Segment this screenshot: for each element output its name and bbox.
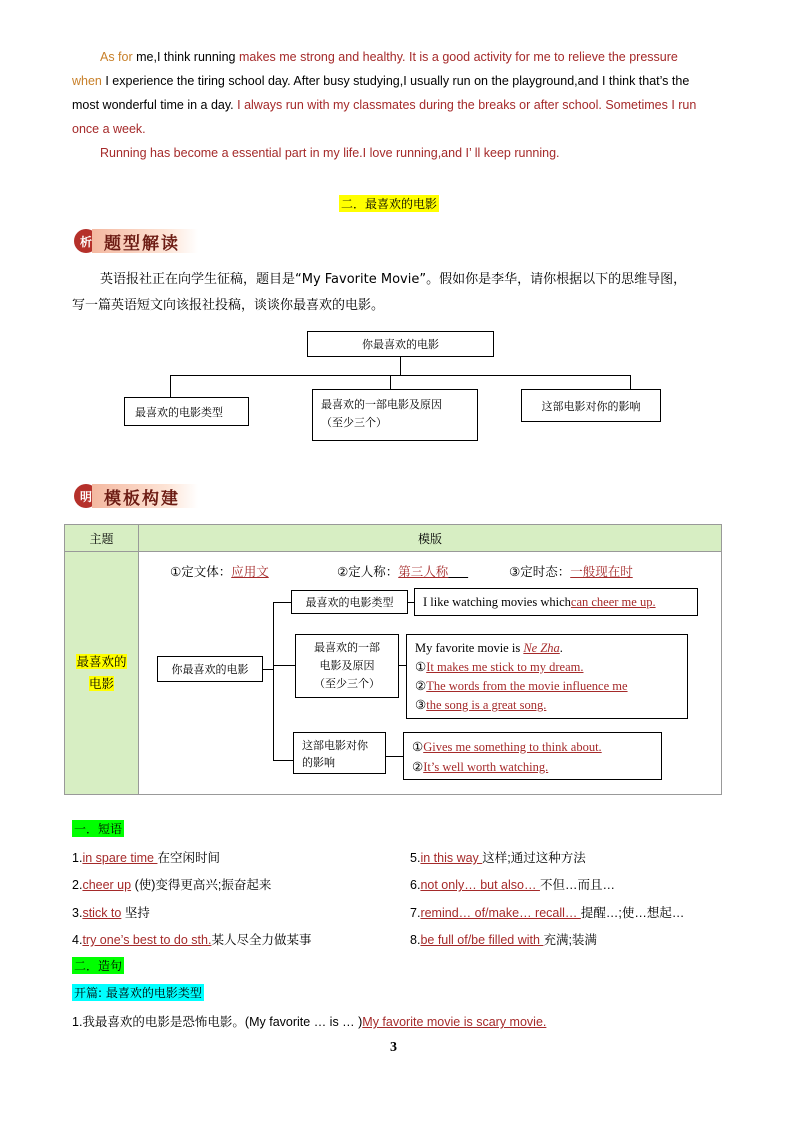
essay-span: As for bbox=[100, 50, 133, 64]
sentence-1: 1.我最喜欢的电影是恐怖电影。(My favorite … is … )My favorite movie is scary movie. bbox=[72, 1015, 547, 1029]
essay-span: once a week. bbox=[72, 122, 146, 136]
essay-span: makes me strong and healthy. bbox=[238, 50, 406, 64]
essay-line-2 bbox=[72, 74, 689, 88]
essay-line-1 bbox=[100, 50, 678, 64]
badge-template bbox=[74, 482, 198, 510]
essay-line-3 bbox=[72, 98, 696, 112]
badge-circle-icon: 析 bbox=[74, 229, 98, 253]
page-number: 3 bbox=[390, 1040, 397, 1055]
phrase-7: 7.remind… of/make… recall… 提醒…;使…想起… bbox=[410, 906, 685, 920]
mindmap-branch-genre: 最喜欢的电影类型 bbox=[124, 397, 249, 426]
phrase-5: 5.in this way 这样;通过这种方法 bbox=[410, 851, 586, 865]
tpl-node-influence-l2: 的影响 bbox=[302, 756, 335, 769]
mindmap-branch-movie-l1: 最喜欢的一部电影及原因 bbox=[321, 398, 442, 411]
phrase-3: 3.stick to 坚持 bbox=[72, 906, 150, 920]
opening-title: 开篇: 最喜欢的电影类型 bbox=[74, 986, 202, 1000]
mindmap-root: 你最喜欢的电影 bbox=[307, 331, 494, 357]
phrase-8: 8.be full of/be filled with 充满;装满 bbox=[410, 933, 597, 947]
tpl-node-movie-l1: 最喜欢的一部 bbox=[314, 641, 380, 654]
essay-span: me,I think running bbox=[132, 50, 239, 64]
tpl-answer-movie: My favorite movie is Ne Zha. ①It makes me stick to my dream. ②The words from the movie influence me ③the song is a great song. bbox=[406, 634, 688, 719]
table-header-topic: 主题 bbox=[65, 525, 139, 552]
section-title: 二．最喜欢的电影 bbox=[341, 197, 438, 211]
tpl-node-movie-l2: 电影及原因 bbox=[319, 659, 375, 672]
table-header-template: 模版 bbox=[139, 525, 722, 552]
badge-analysis bbox=[74, 227, 198, 255]
essay-line-4 bbox=[72, 122, 146, 136]
mindmap-branch-movie bbox=[312, 389, 478, 441]
phrases-title: 一．短语 bbox=[74, 822, 123, 836]
tpl-node-movie-l3: （至少三个） bbox=[314, 677, 380, 690]
phrase-2: 2.cheer up (使)变得更高兴;振奋起来 bbox=[72, 878, 272, 892]
style-setting: ①定文体：应用文 bbox=[170, 564, 269, 579]
essay-line-5 bbox=[100, 146, 560, 160]
essay-span: It is a good activity for me to relieve the pressure bbox=[405, 50, 678, 64]
essay-span: I always run with my classmates during the breaks or after school. Sometimes I run bbox=[233, 98, 697, 112]
tpl-node-genre: 最喜欢的电影类型 bbox=[291, 590, 408, 614]
prompt-line-2: 写一篇英语短文向该报社投稿，谈谈你最喜欢的电影。 bbox=[72, 298, 385, 313]
badge-label: 模板构建 bbox=[92, 484, 198, 508]
person-setting: ②定人称：第三人称 bbox=[337, 564, 449, 579]
prompt-line-1: 英语报社正在向学生征稿，题目是“My Favorite Movie”。假如你是李华，请你根据以下的思维导图， bbox=[100, 272, 687, 287]
topic-line-2: 电影 bbox=[88, 676, 114, 691]
badge-circle-icon: 明 bbox=[74, 484, 98, 508]
mindmap-branch-influence: 这部电影对你的影响 bbox=[521, 389, 661, 422]
tpl-node-influence-l1: 这部电影对你 bbox=[302, 739, 368, 752]
tpl-root: 你最喜欢的电影 bbox=[157, 656, 263, 682]
essay-span: Running has become a essential part in my life.I love running,and I’ ll keep running. bbox=[100, 146, 560, 160]
phrase-1: 1.in spare time 在空闲时间 bbox=[72, 851, 220, 865]
phrase-4: 4.try one’s best to do sth.某人尽全力做某事 bbox=[72, 933, 312, 947]
mindmap-branch-movie-l2: （至少三个） bbox=[321, 416, 387, 429]
essay-span: most wonderful time in a day. bbox=[72, 98, 234, 112]
table-topic-cell bbox=[65, 552, 139, 795]
tense-setting: ③定时态：一般现在时 bbox=[509, 564, 633, 579]
phrase-6: 6.not only… but also… 不但…而且… bbox=[410, 878, 615, 892]
tpl-node-movie bbox=[295, 634, 399, 698]
essay-span: when bbox=[72, 74, 102, 88]
topic-line-1: 最喜欢的 bbox=[76, 654, 127, 669]
badge-label: 题型解读 bbox=[92, 229, 198, 253]
sentences-title: 二．造句 bbox=[74, 959, 123, 973]
essay-span: I experience the tiring school day. After busy studying,I usually run on the playground,and I think that’s the bbox=[101, 74, 690, 88]
tpl-node-influence bbox=[293, 732, 386, 774]
tpl-answer-genre: I like watching movies which can cheer me up. bbox=[414, 588, 698, 616]
tpl-answer-influence: ①Gives me something to think about. ②It’s well worth watching. bbox=[403, 732, 662, 780]
